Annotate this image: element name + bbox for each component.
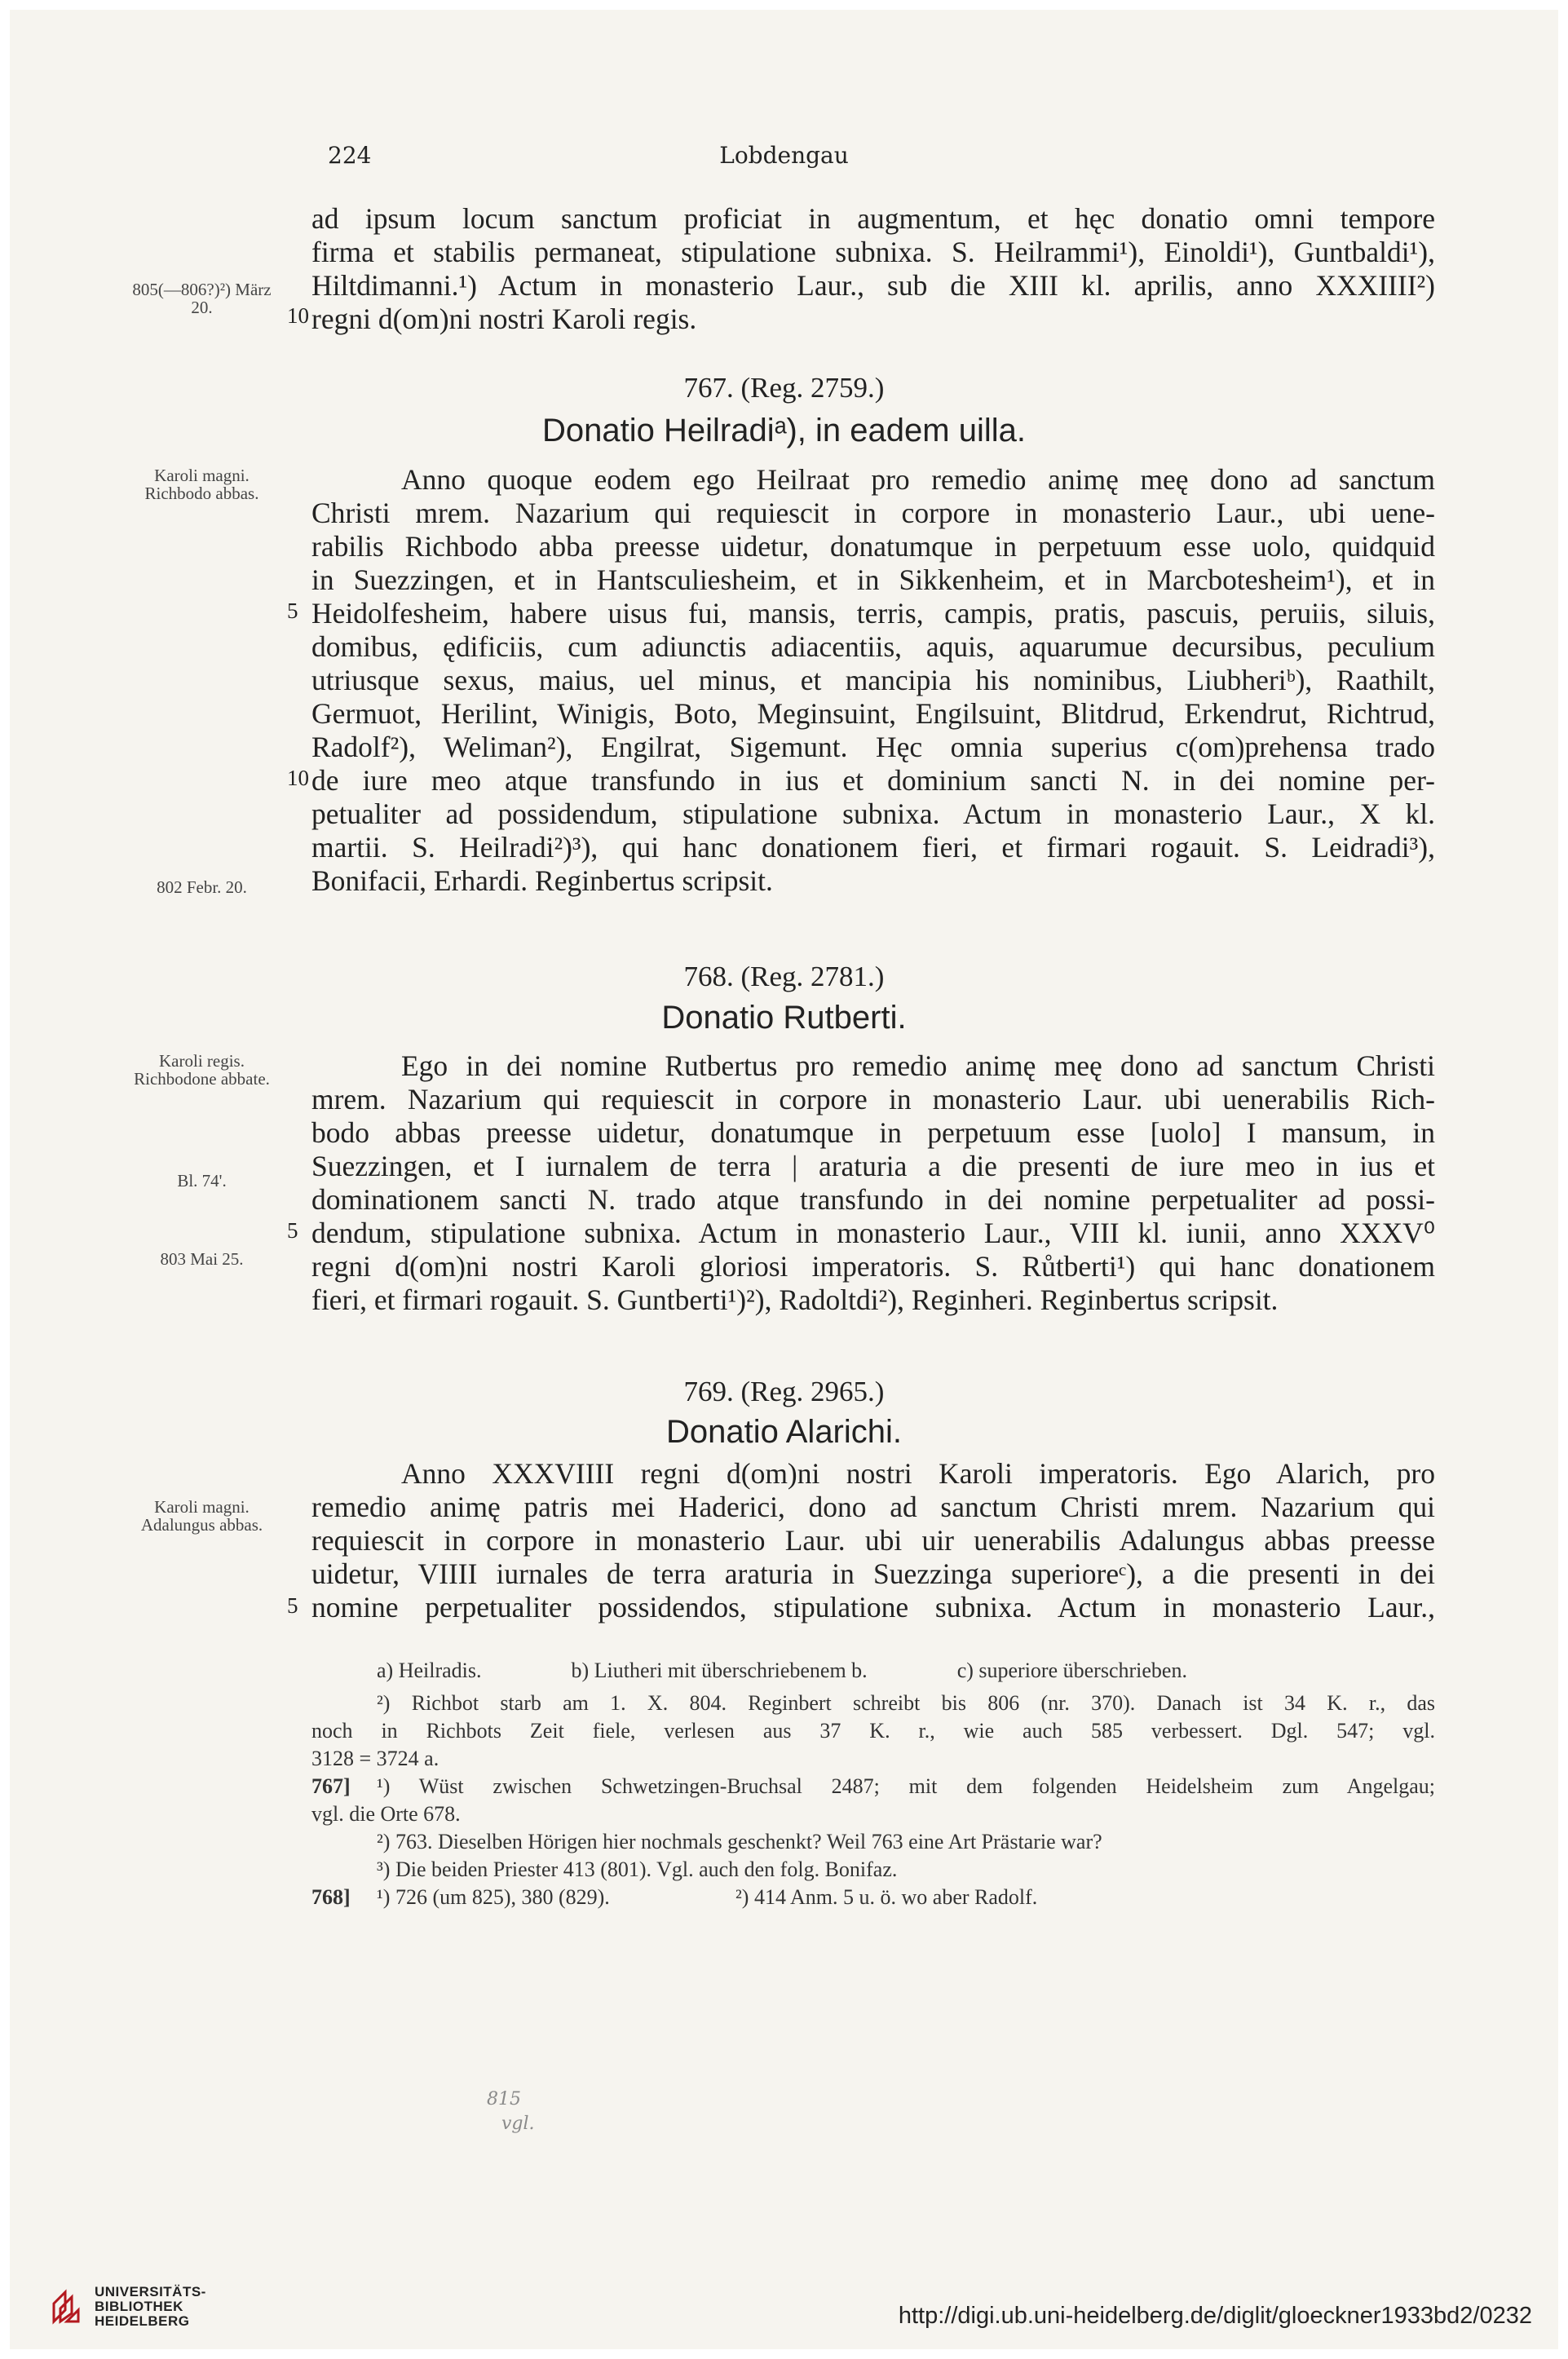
margin-folio: Bl. 74'. <box>177 1171 227 1191</box>
line-number: 5 <box>287 1218 298 1243</box>
text-line: Bonifacii, Erhardi. Reginbertus scripsit. <box>311 864 773 897</box>
charter-766-tail <box>311 202 1435 336</box>
pencil-note: 815 <box>487 2089 521 2109</box>
page-number: 224 <box>328 142 372 169</box>
footnote-line: ²) 414 Anm. 5 u. ö. wo aber Radolf. <box>735 1885 1038 1909</box>
text-line: remedio animę patris mei Haderici, dono ad sanctum Christi mrem. Nazarium qui <box>311 1491 1435 1523</box>
text-line: Christi mrem. Nazarium qui requiescit in corpore in monasterio Laur., ubi uene- <box>311 497 1435 529</box>
text-line: petualiter ad possidendum, stipulatione subnixa. Actum in monasterio Laur., X kl. <box>311 797 1435 830</box>
footnote-768-row <box>311 1884 1435 1911</box>
footnote-label: 767] <box>311 1774 351 1798</box>
text-line: ad ipsum locum sanctum proficiat in augmentum, et hęc donatio omni tempore <box>311 202 1435 235</box>
charter-768-text <box>311 1049 1435 1317</box>
text-line: utriusque sexus, maius, uel minus, et mancipia his nominibus, Liubheriᵇ), Raathilt, <box>311 664 1435 696</box>
footnote-line: ³) Die beiden Priester 413 (801). Vgl. auch den folg. Bonifaz. <box>377 1858 898 1881</box>
running-title: Lobdengau <box>719 142 849 169</box>
footnote-b: b) Liutheri mit überschriebenem b. <box>571 1659 868 1682</box>
text-line: bodo abbas preesse uidetur, donatumque in perpetuum esse [uolo] I mansum, in <box>311 1116 1435 1149</box>
text-line: uidetur, VIIII iurnales de terra araturia in Suezzinga superioreᶜ), a die presenti in dei <box>311 1557 1435 1590</box>
footnote-line: ²) 763. Dieselben Hörigen hier nochmals geschenkt? Weil 763 eine Art Prästarie war? <box>377 1830 1102 1853</box>
line-number: 10 <box>287 766 309 790</box>
text-line: Germuot, Herilint, Winigis, Boto, Meginsuint, Engilsuint, Blitdrud, Erkendrut, Richtrud, <box>311 697 1435 730</box>
text-line: firma et stabilis permaneat, stipulatione subnixa. S. Heilrammi¹), Einoldi¹), Guntbaldi¹), <box>311 236 1435 268</box>
footnote-label: 768] <box>311 1885 351 1909</box>
text-line: fieri, et firmari rogauit. S. Guntberti¹)²), Radoltdi²), Reginheri. Reginbertus scripsit. <box>311 1283 1279 1316</box>
text-line: Suezzingen, et I iurnalem de terra | araturia a die presenti de iure meo in ius et <box>311 1150 1435 1182</box>
text-line: Radolf²), Weliman²), Engilrat, Sigemunt. Hęc omnia superius c(om)prehensa trado <box>311 731 1435 763</box>
margin-date: 805(—806?)²) März 20. <box>132 280 272 317</box>
footnotes <box>311 1657 1435 1911</box>
text-line: mrem. Nazarium qui requiescit in corpore in monasterio Laur. ubi uenerabilis Rich- <box>311 1083 1435 1115</box>
text-line: in Suezzingen, et in Hantsculiesheim, et in Sikkenheim, et in Marcbotesheim¹), et in <box>311 563 1435 596</box>
scanned-page <box>10 10 1558 2349</box>
footnote-line: 3128 = 3724 a. <box>311 1747 439 1770</box>
text-line: regni d(om)ni nostri Karoli regis. <box>311 303 697 335</box>
footnote-line: vgl. die Orte 678. <box>311 1802 461 1826</box>
footnote-line: noch in Richbots Zeit fiele, verlesen aus 37 K. r., wie auch 585 verbessert. Dgl. 547; vgl. <box>311 1719 1435 1743</box>
line-number: 5 <box>287 599 298 623</box>
footnote-a: a) Heilradis. <box>377 1659 482 1682</box>
footnote-line: ²) Richbot starb am 1. X. 804. Reginbert schreibt bis 806 (nr. 370). Danach ist 34 K. r., das <box>377 1691 1435 1715</box>
library-logo <box>51 2285 206 2329</box>
text-line: Heidolfesheim, habere uisus fui, mansis, terris, campis, pratis, pascuis, peruiis, siluis, <box>311 597 1435 630</box>
text-line: regni d(om)ni nostri Karoli gloriosi imperatoris. S. Růtberti¹) qui hanc donationem <box>311 1250 1435 1283</box>
margin-date: 802 Febr. 20. <box>157 877 247 897</box>
text-line: Ego in dei nomine Rutbertus pro remedio animę meę dono ad sanctum Christi <box>401 1049 1435 1082</box>
text-line: domibus, ędificiis, cum adiunctis adiacentiis, aquis, aquarumue decursibus, peculium <box>311 630 1435 663</box>
library-logo-icon <box>51 2289 83 2325</box>
pencil-annotation <box>487 2087 535 2136</box>
margin-person: Karoli magni. Adalungus abbas. <box>140 1497 263 1535</box>
footnote-767-row <box>311 1773 1435 1800</box>
text-line: dominationem sancti N. trado atque transfundo in dei nomine perpetualiter ad possi- <box>311 1183 1435 1216</box>
footnote-line: ¹) Wüst zwischen Schwetzingen-Bruchsal 2487; mit dem folgenden Heidelsheim zum Angelgau; <box>377 1774 1435 1798</box>
logo-line: UNIVERSITÄTS- <box>95 2284 206 2299</box>
text-line: rabilis Richbodo abba preesse uidetur, donatumque in perpetuum esse uolo, quidquid <box>311 530 1435 563</box>
charter-title: Donatio Alarichi. <box>665 1414 903 1450</box>
text-line: Anno quoque eodem ego Heilraat pro remedio animę meę dono ad sanctum <box>401 463 1435 496</box>
footnote-letters <box>311 1657 1435 1690</box>
text-line: dendum, stipulatione subnixa. Actum in monasterio Laur., VIII kl. iunii, anno XXXV⁰ <box>311 1217 1435 1249</box>
library-logo-text <box>95 2285 206 2329</box>
text-line: de iure meo atque transfundo in ius et dominium sancti N. in dei nomine per- <box>311 764 1435 797</box>
footnote-c: c) superiore überschrieben. <box>956 1659 1187 1682</box>
text-line: Anno XXXVIIII regni d(om)ni nostri Karoli imperatoris. Ego Alarich, pro <box>401 1457 1435 1490</box>
charter-title: Donatio Rutberti. <box>661 1000 907 1036</box>
margin-date: 803 Mai 25. <box>160 1249 244 1269</box>
text-line: nomine perpetualiter possidendos, stipulatione subnixa. Actum in monasterio Laur., <box>311 1591 1435 1623</box>
margin-person: Karoli magni. Richbodo abbas. <box>144 466 259 503</box>
charter-769-text <box>311 1457 1435 1624</box>
line-number: 5 <box>287 1593 298 1618</box>
regest-heading: 767. (Reg. 2759.) <box>683 372 885 404</box>
pencil-note: vgl. <box>501 2114 535 2134</box>
footnote-line: ¹) 726 (um 825), 380 (829). <box>377 1885 610 1909</box>
margin-person: Karoli regis. Richbodone abbate. <box>134 1051 270 1089</box>
logo-line: HEIDELBERG <box>95 2313 190 2329</box>
charter-767-text <box>311 463 1435 898</box>
regest-heading: 769. (Reg. 2965.) <box>683 1376 885 1407</box>
text-line: Hiltdimanni.¹) Actum in monasterio Laur., sub die XIII kl. aprilis, anno XXXIIII²) <box>311 269 1435 302</box>
text-line: martii. S. Heilradi²)³), qui hanc donationem fieri, et firmari rogauit. S. Leidradi³), <box>311 831 1435 864</box>
source-url[interactable]: http://digi.ub.uni-heidelberg.de/diglit/gloeckner1933bd2/0232 <box>898 2303 1532 2329</box>
logo-line: BIBLIOTHEK <box>95 2299 183 2314</box>
charter-title: Donatio Heilradiᵃ), in eadem uilla. <box>542 413 1026 448</box>
regest-heading: 768. (Reg. 2781.) <box>683 961 885 992</box>
text-line: requiescit in corpore in monasterio Laur. ubi uir uenerabilis Adalungus abbas preesse <box>311 1524 1435 1557</box>
line-number: 10 <box>287 303 309 328</box>
